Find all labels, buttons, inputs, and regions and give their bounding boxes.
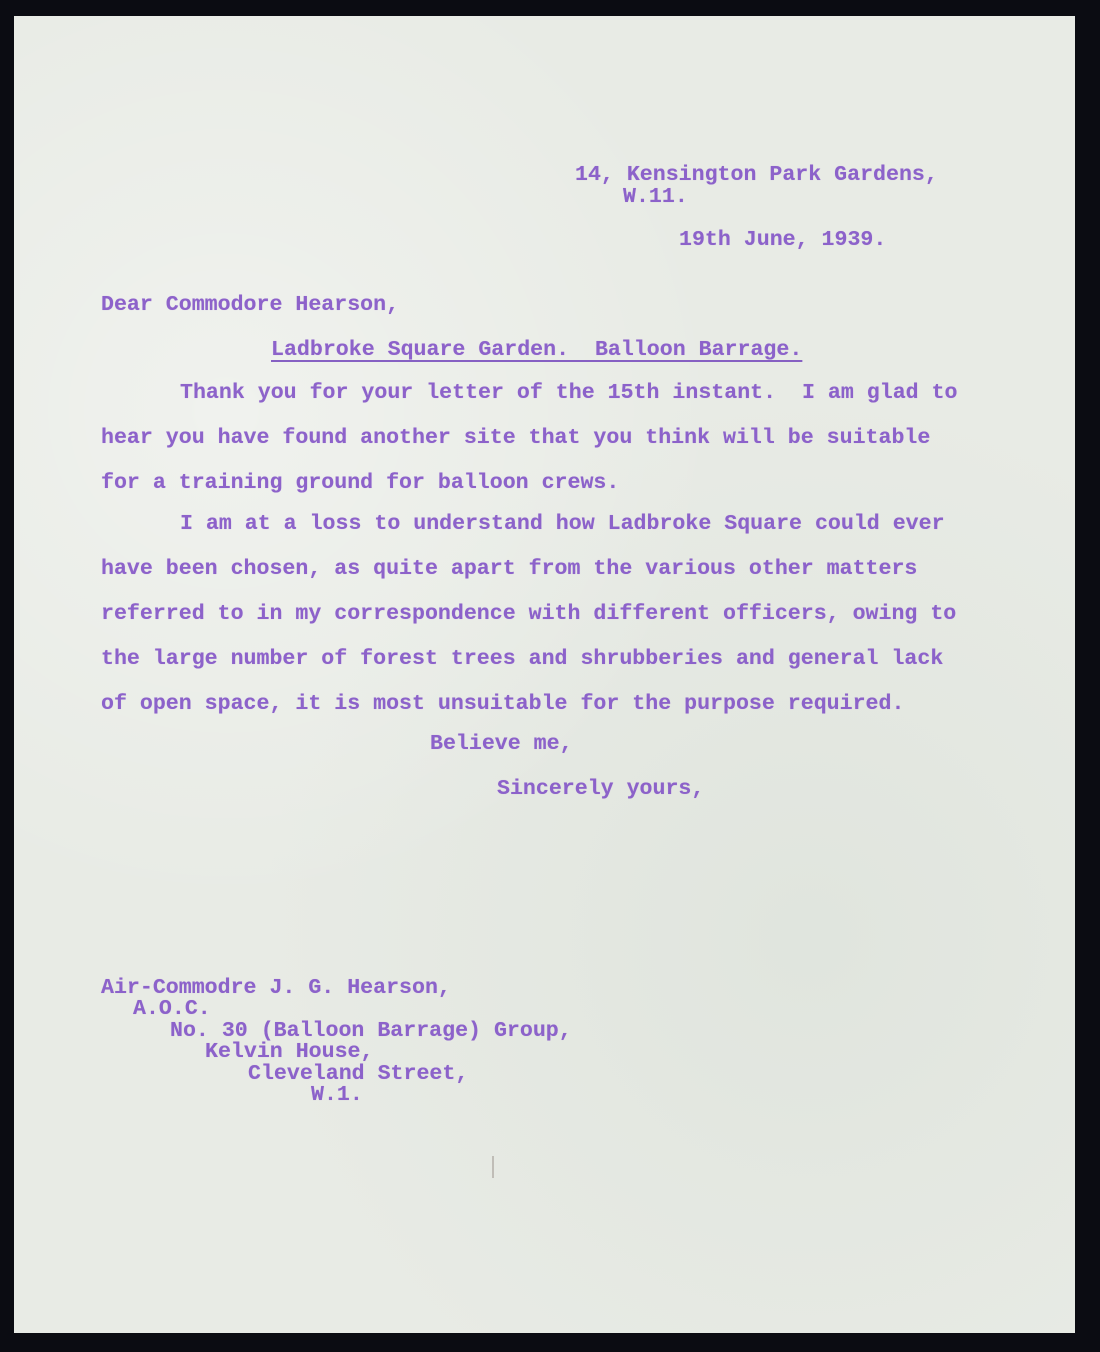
paragraph-2-line: the large number of forest trees and shrubberies and general lack [101, 647, 944, 671]
recipient-address-line: A.O.C. [133, 997, 211, 1021]
closing-believe-me: Believe me, [430, 732, 573, 756]
recipient-address-line: W.1. [311, 1083, 363, 1107]
paragraph-2-line: I am at a loss to understand how Ladbroke Square could ever [180, 512, 945, 536]
closing-sincerely: Sincerely yours, [497, 777, 705, 801]
paragraph-2-line: have been chosen, as quite apart from the various other matters [101, 557, 918, 581]
recipient-address-line: No. 30 (Balloon Barrage) Group, [170, 1019, 572, 1043]
paragraph-1-line: Thank you for your letter of the 15th instant. I am glad to [180, 381, 958, 405]
recipient-address-line: Air-Commodre J. G. Hearson, [101, 976, 451, 1000]
subject-line: Ladbroke Square Garden. Balloon Barrage. [271, 338, 803, 362]
recipient-address-line: Kelvin House, [205, 1040, 374, 1064]
paragraph-2-line: of open space, it is most unsuitable for the purpose required. [101, 692, 905, 716]
salutation: Dear Commodore Hearson, [101, 293, 400, 317]
paragraph-1-line: hear you have found another site that you think will be suitable [101, 426, 931, 450]
letter-date: 19th June, 1939. [679, 228, 887, 252]
sender-address-line2: W.11. [623, 185, 688, 209]
recipient-address-line: Cleveland Street, [248, 1062, 469, 1086]
paper-fleck [492, 1156, 494, 1178]
sender-address-line1: 14, Kensington Park Gardens, [575, 163, 938, 187]
paragraph-2-line: referred to in my correspondence with different officers, owing to [101, 602, 957, 626]
letter-page [14, 16, 1075, 1333]
paragraph-1-line: for a training ground for balloon crews. [101, 471, 620, 495]
